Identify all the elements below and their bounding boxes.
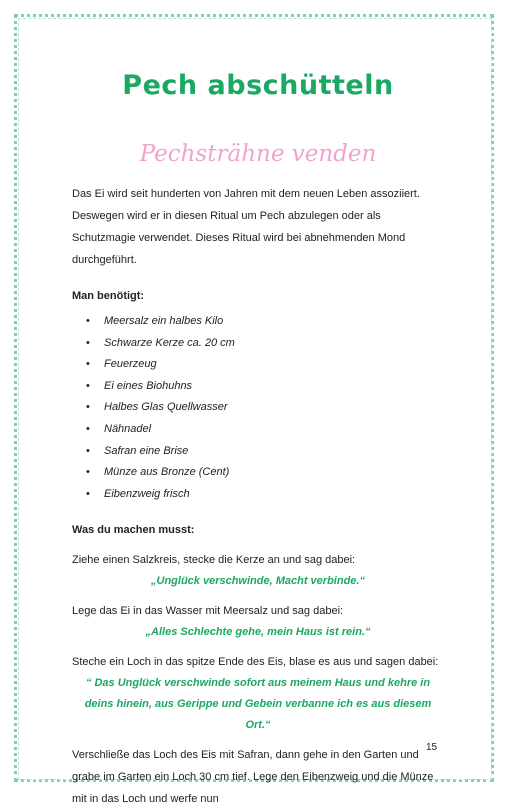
step-2-text: Lege das Ei in das Wasser mit Meersalz und sag dabei: (72, 605, 344, 618)
page-title: Pech abschütteln (122, 70, 394, 101)
list-item: • Münze aus Bronze (Cent) (86, 462, 444, 484)
bullet-icon: • (86, 401, 90, 414)
bullet-icon: • (86, 466, 90, 479)
spell-3: “ Das Unglück verschwinde sofort aus meinem Haus und kehre in deins hinein, aus Gerippe und Gebein verbanne ich es aus diesem Ort.“ (84, 677, 432, 732)
bullet-icon: • (86, 422, 90, 435)
bullet-icon: • (86, 379, 90, 392)
step-3-text: Steche ein Loch in das spitze Ende des Eis, blase es aus und sagen dabei: (72, 656, 439, 669)
list-item: • Ei eines Biohuhns (86, 376, 444, 398)
steps-heading: Was du machen musst: (72, 524, 195, 537)
spell-1: „Unglück verschwinde, Macht verbinde.“ (151, 575, 365, 588)
bullet-icon: • (86, 315, 90, 327)
bullet-icon: • (86, 336, 90, 349)
list-item: • Feuerzeug (86, 354, 444, 376)
list-item: • Schwarze Kerze ca. 20 cm (86, 333, 444, 355)
page-number: 15 (426, 742, 438, 753)
spell-2: „Alles Schlechte gehe, mein Haus ist rein.“ (145, 626, 371, 639)
list-item: • Meersalz ein halbes Kilo (86, 311, 444, 333)
bullet-icon: • (86, 487, 90, 500)
intro-paragraph: Das Ei wird seit hunderten von Jahren mit dem neuen Leben assoziiert. Deswegen wird er in diesen Ritual um Pech abzulegen oder als Schutzmagie verwendet. Dieses Ritual wird bei abnehmenden Mond durchgeführt. (72, 188, 420, 266)
list-item: • Nähnadel (86, 419, 444, 441)
page-content (72, 70, 444, 810)
bullet-icon: • (86, 444, 90, 457)
step-1-text: Ziehe einen Salzkreis, stecke die Kerze an und sag dabei: (72, 554, 356, 567)
list-item: • Eibenzweig frisch (86, 484, 444, 506)
page-subtitle: Pechsträhne venden (139, 141, 377, 167)
list-item: • Halbes Glas Quellwasser (86, 397, 444, 419)
bullet-icon: • (86, 358, 90, 371)
step-4-text: Verschließe das Loch des Eis mit Safran, dann gehe in den Garten und grabe im Garten ein Loch 30 cm tief. Lege den Eibenzweig und die Münze mit in das Loch und werfe nun (72, 749, 434, 806)
list-item: • Safran eine Brise (86, 441, 444, 463)
needs-heading: Man benötigt: (72, 290, 145, 302)
ingredient-list (86, 311, 444, 505)
